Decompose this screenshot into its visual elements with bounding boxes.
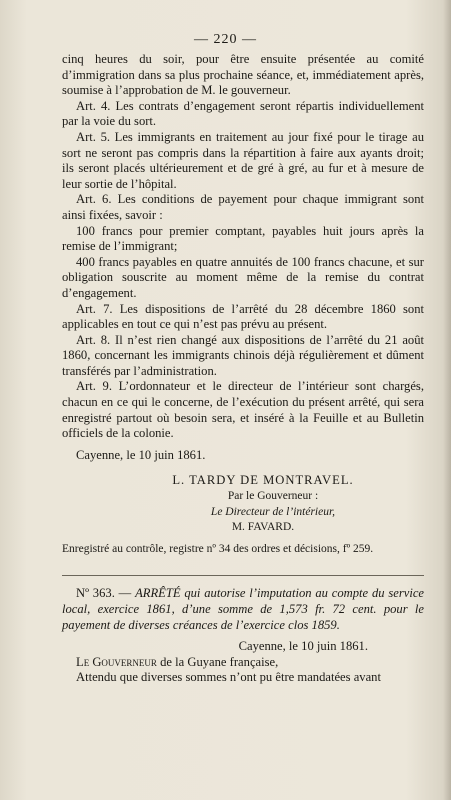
attendu-line: Attendu que diverses sommes n’ont pu être mandatées avant — [76, 670, 381, 685]
opening-smallcaps: Le Gouverneur — [76, 654, 157, 669]
arrete-opening — [62, 655, 424, 671]
arrete-date-line: Cayenne, le 10 juin 1861. — [238, 639, 368, 654]
arrete-heading — [62, 586, 424, 633]
paragraph-continuation: cinq heures du soir, pour être ensuite présentée au comité d’immigration dans sa plus prochaine séance, et, immédiatement après, soumise à l’approbation de M. le gouverneur. — [62, 52, 424, 98]
article-6: Art. 6. Les conditions de payement pour chaque immigrant sont ainsi fixées, savoir : — [62, 192, 424, 222]
arrete-title: ARRÊTÉ qui autorise l’imputation au compte du service local, exercice 1861, d’une somme de 1,573 fr. 72 cent. pour le payement de diverses créances de l’exercice clos 1859. — [62, 586, 424, 632]
signatory-title: Le Directeur de l’intérieur, — [210, 505, 336, 518]
article-4: Art. 4. Les contrats d’engagement seront répartis individuellement par la voie du sort. — [62, 98, 424, 129]
article-5: Art. 5. Les immigrants en traitement au jour fixé pour le tirage au sort ne seront pas compris dans la répartition à faire aux ayants droit; ils seront placés ultérieurement et de gré à gré, au fur et à mesure de leur sortie de l’hôpital. — [62, 129, 424, 191]
signature-date-line: Cayenne, le 10 juin 1861. — [76, 447, 206, 462]
section-divider — [62, 575, 424, 576]
signatory-name: L. TARDY DE MONTRAVEL. — [172, 473, 354, 488]
second-signatory: M. FAVARD. — [231, 521, 295, 534]
registration-note: Enregistré au contrôle, registre nº 34 des ordres et décisions, fº 259. — [62, 542, 374, 555]
article-8: Art. 8. Il n’est rien changé aux dispositions de l’arrêté du 21 août 1860, concernant les immigrants chinois déjà régulièrement et dûment transférés par l’administration. — [62, 332, 424, 378]
arrete-number: Nº 363. — — [76, 586, 132, 601]
page-number: — 220 — — [194, 32, 257, 47]
payment-condition-1: 100 francs pour premier comptant, payables huit jours après la remise de l’immigrant; — [62, 223, 424, 254]
article-9: Art. 9. L’ordonnateur et le directeur de l’intérieur sont chargés, chacun en ce qui le concerne, de l’exécution du présent arrêté, qui sera enregistré partout où besoin sera, et inséré à la Feuille et au Bulletin officiels de la colonie. — [62, 379, 424, 441]
payment-condition-2: 400 francs payables en quatre annuités de 100 francs chacune, et sur obligation souscrite au moment même de la remise du contrat d’engagement. — [62, 254, 424, 300]
page-body — [62, 52, 424, 686]
par-le-gouverneur: Par le Gouverneur : — [227, 490, 319, 503]
article-7: Art. 7. Les dispositions de l’arrêté du 28 décembre 1860 sont applicables en tout ce qui n’est pas prévu au présent. — [62, 301, 424, 332]
page-edge-shadow — [443, 0, 451, 800]
opening-rest: de la Guyane française, — [156, 654, 279, 669]
